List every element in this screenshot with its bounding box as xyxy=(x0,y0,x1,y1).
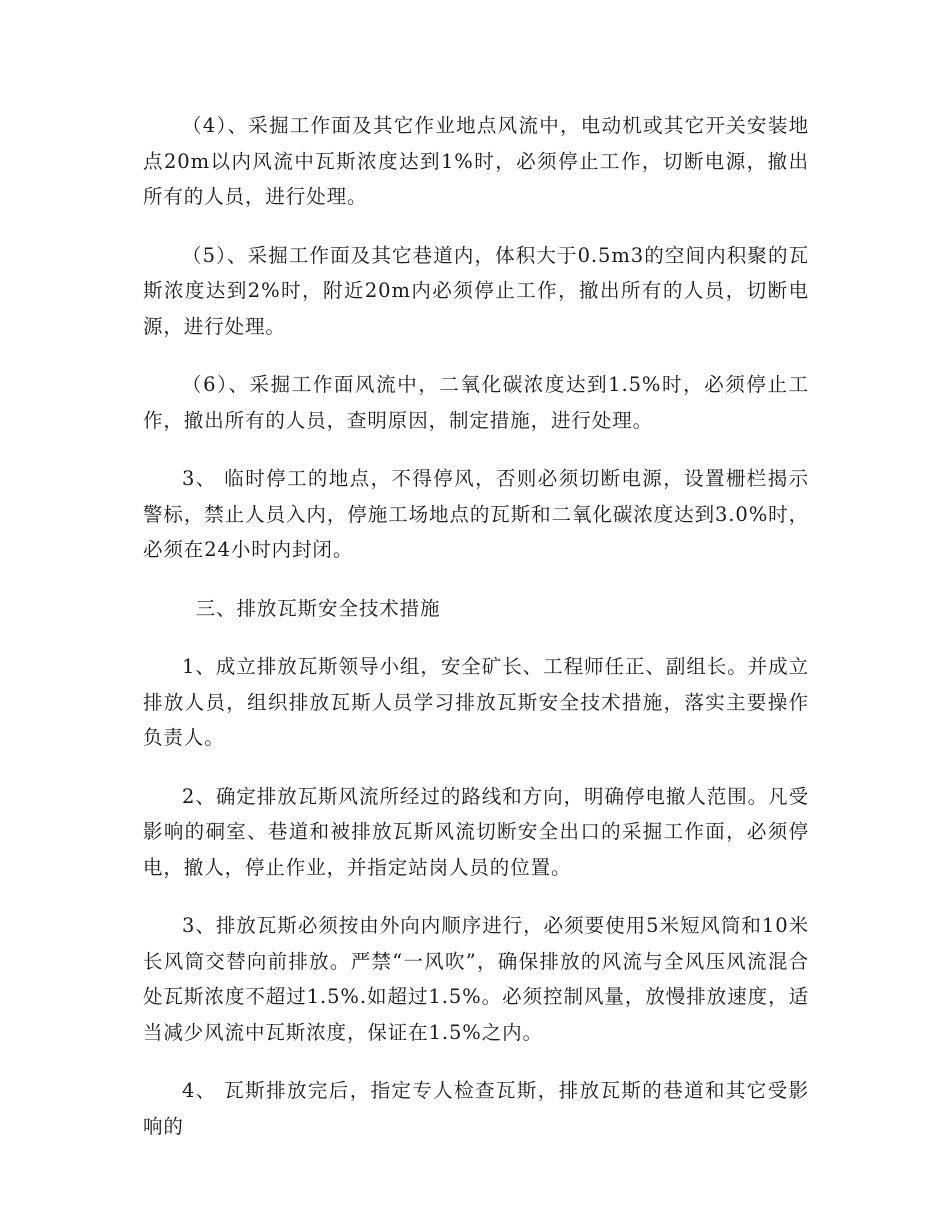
document-body xyxy=(143,108,809,1167)
paragraph-item-3: 3、 临时停工的地点，不得停风，否则必须切断电源，设置栅栏揭示警标，禁止人员入内，停施工场地点的瓦斯和二氧化碳浓度达到3.0%时，必须在24小时内封闭。 xyxy=(143,467,809,561)
paragraph-item-6: （6）、采掘工作面风流中，二氧化碳浓度达到1.5%时，必须停止工作，撤出所有的人员，查明原因，制定措施，进行处理。 xyxy=(143,373,809,432)
section-heading: 三、排放瓦斯安全技术措施 xyxy=(195,596,441,620)
section-paragraph-4: 4、 瓦斯排放完后，指定专人检查瓦斯，排放瓦斯的巷道和其它受影响的 xyxy=(143,1079,809,1138)
section-paragraph-2: 2、确定排放瓦斯风流所经过的路线和方向，明确停电撤人范围。凡受影响的硐室、巷道和被排放瓦斯风流切断安全出口的采掘工作面，必须停电，撤人，停止作业，并指定站岗人员的位置。 xyxy=(143,784,809,879)
section-paragraph-1: 1、成立排放瓦斯领导小组，安全矿长、工程师任正、副组长。并成立排放人员，组织排放瓦斯人员学习排放瓦斯安全技术措施，落实主要操作负责人。 xyxy=(143,655,809,749)
paragraph-item-5: （5）、采掘工作面及其它巷道内，体积大于0.5m3的空间内积聚的瓦斯浓度达到2%时，附近20m内必须停止工作，撤出所有的人员，切断电源，进行处理。 xyxy=(143,243,809,338)
section-paragraph-3: 3、排放瓦斯必须按由外向内顺序进行，必须要使用5米短风筒和10米长风筒交替向前排放。严禁“一风吹”，确保排放的风流与全风压风流混合处瓦斯浓度不超过1.5%.如超过1.5%。必须控制风量，放慢排放速度，适当减少风流中瓦斯浓度，保证在1.5%之内。 xyxy=(143,914,809,1044)
paragraph-item-4: （4）、采掘工作面及其它作业地点风流中，电动机或其它开关安装地点20m以内风流中瓦斯浓度达到1%时，必须停止工作，切断电源，撤出所有的人员，进行处理。 xyxy=(143,114,809,208)
